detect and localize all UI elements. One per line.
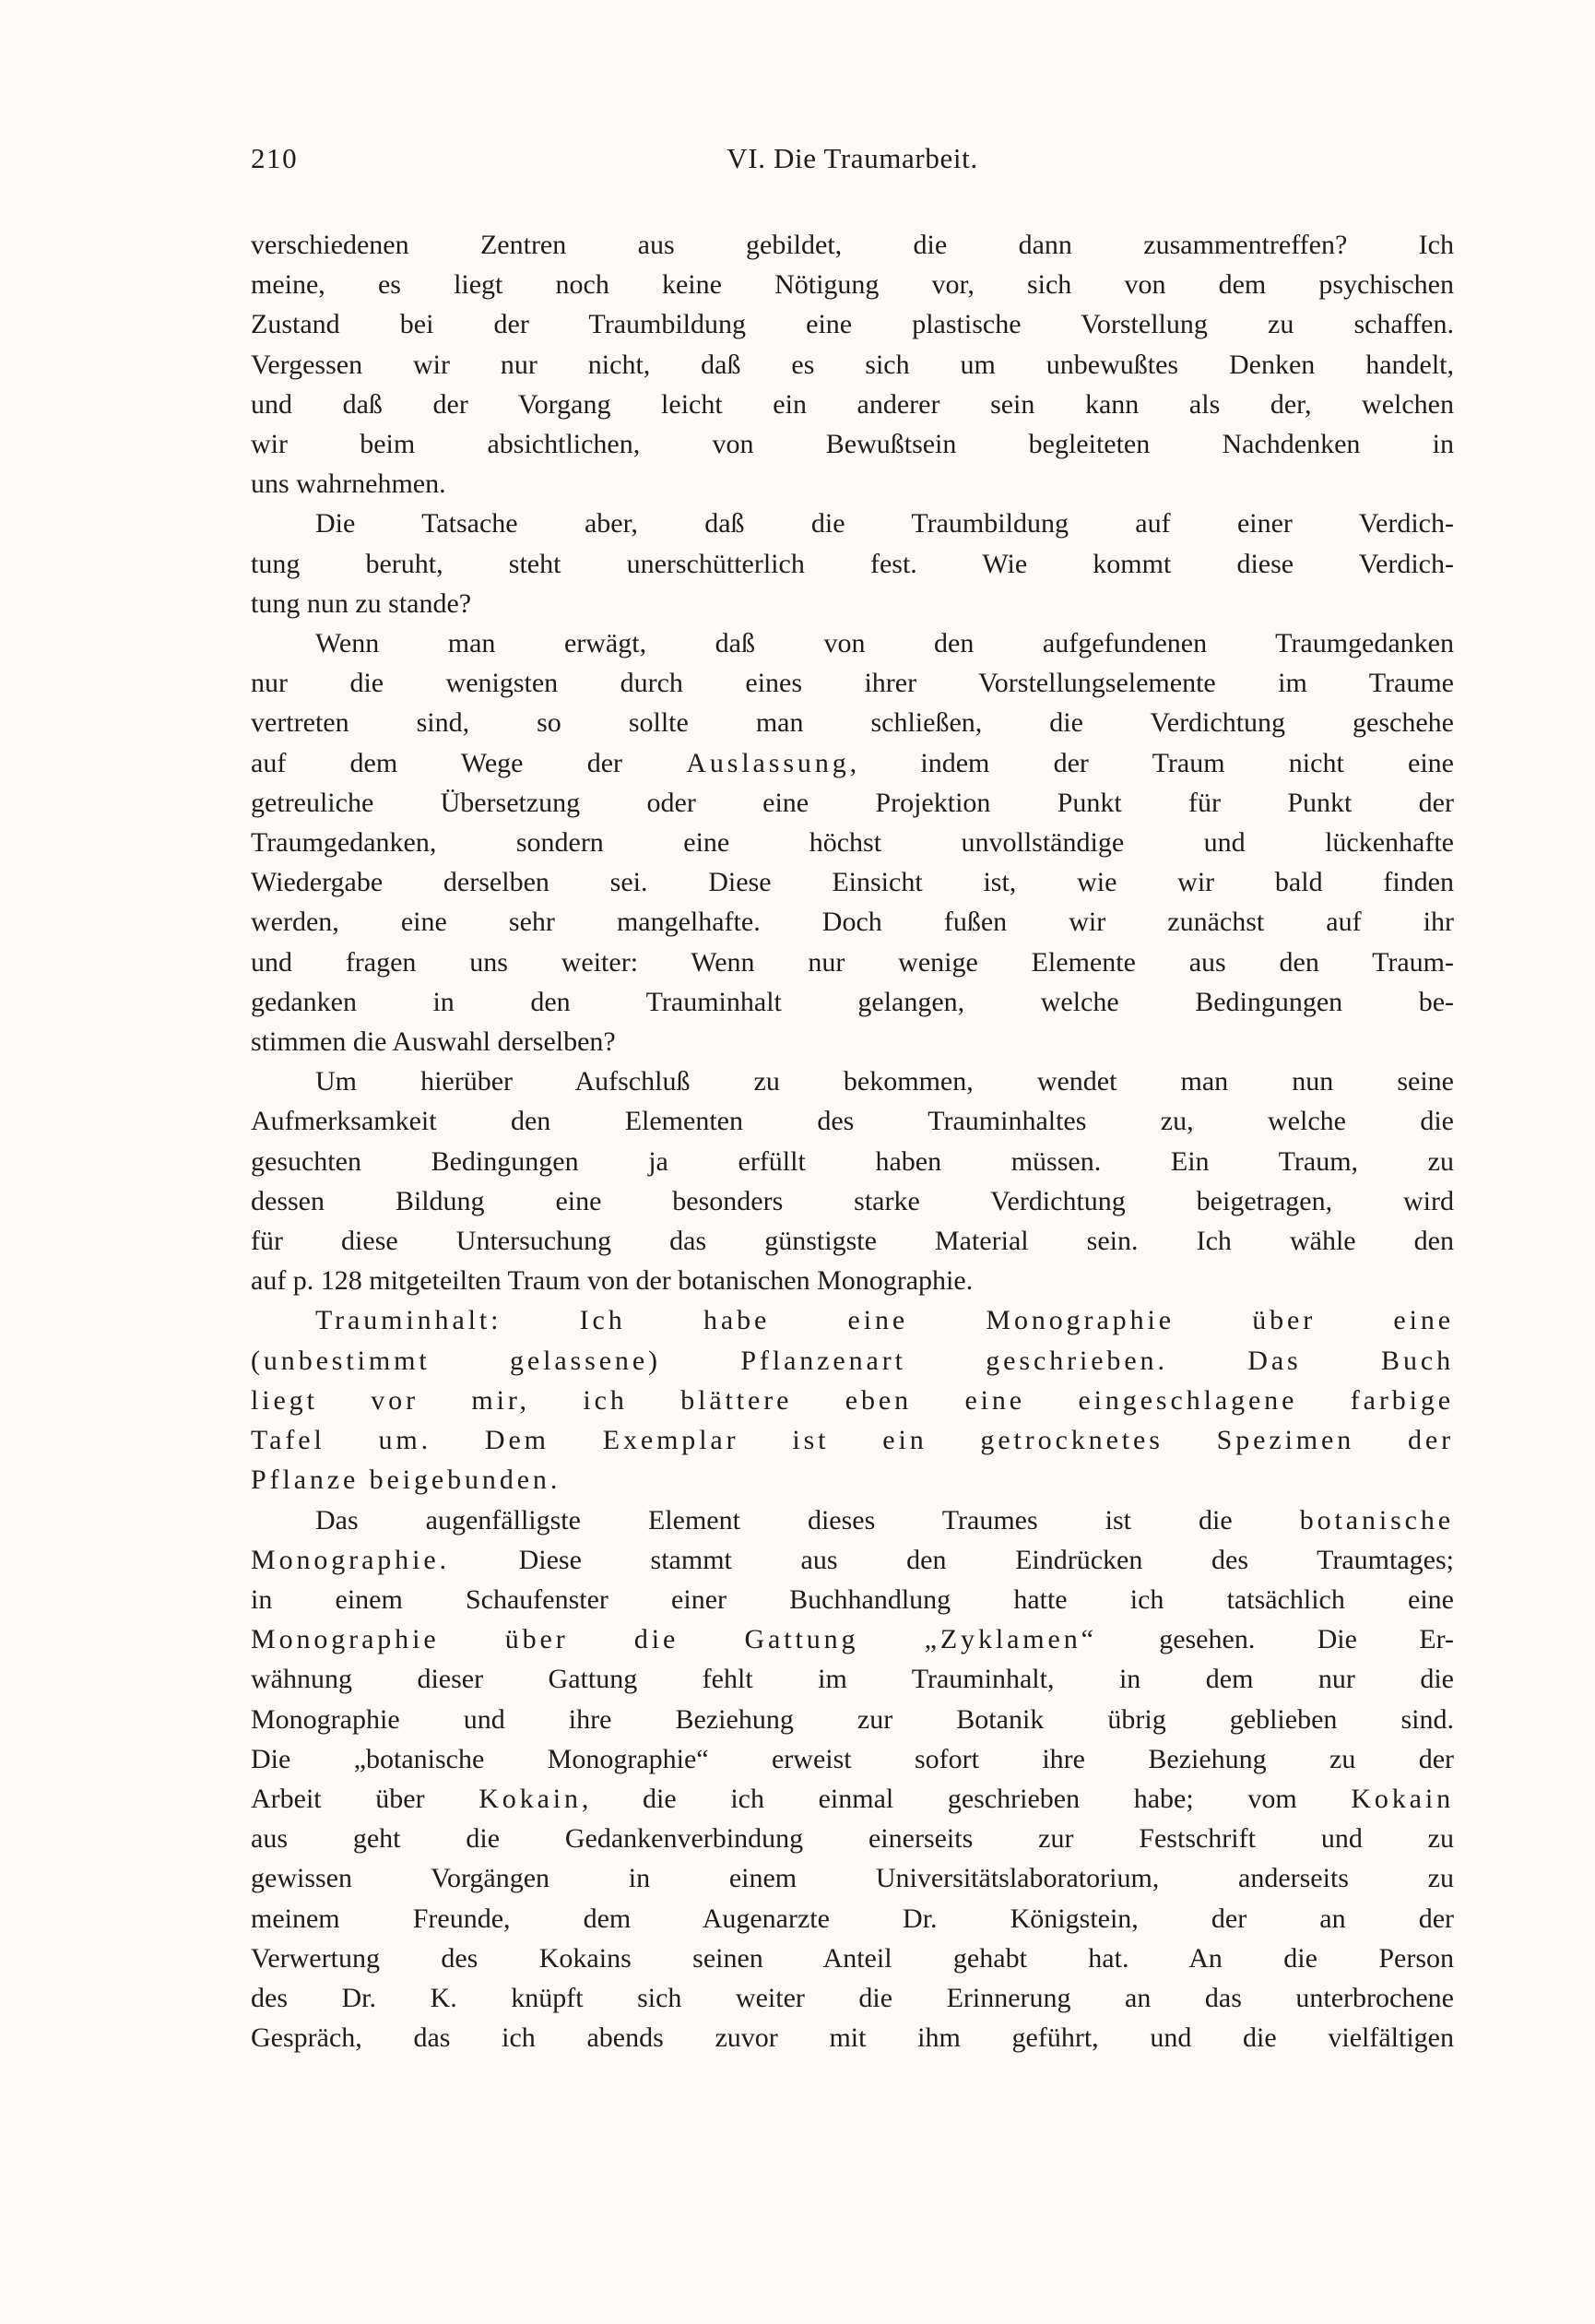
text-line [251, 385, 1454, 424]
text-line [251, 265, 1454, 304]
text-run: Wenn man erwägt, daß von den aufgefundenen Traumgedanken [315, 628, 1454, 659]
text-line [251, 823, 1454, 862]
paragraph [251, 623, 1454, 1061]
text-line [251, 1819, 1454, 1858]
text-line [251, 663, 1454, 703]
text-line [251, 783, 1454, 823]
letterspaced-emphasis-text: Trauminhalt: Ich habe eine Monographie über eine [315, 1305, 1454, 1336]
text-line [251, 1381, 1454, 1420]
text-line [251, 225, 1454, 265]
text-run: und daß der Vorgang leicht ein anderer sein kann als der, welchen [251, 388, 1454, 420]
text-line [251, 1619, 1454, 1659]
text-run: auf p. 128 mitgeteilten Traum von der botanischen Monographie. [251, 1265, 974, 1297]
letterspaced-emphasis-text: liegt vor mir, ich blättere eben eine eingeschlagene farbige [251, 1384, 1454, 1416]
text-line [251, 1939, 1454, 1978]
paragraph [251, 1061, 1454, 1300]
paragraph [251, 225, 1454, 504]
text-run: nur die wenigsten durch eines ihrer Vorstellungselemente im Traume [251, 668, 1454, 699]
text-run: Die „botanische Monographie“ erweist sofort ihre Beziehung zu der [251, 1743, 1454, 1774]
text-run: tung nun zu stande? [251, 587, 472, 619]
running-header [251, 138, 1454, 179]
text-run: des Dr. K. knüpft sich weiter die Erinnerung an das unterbrochene [251, 1982, 1454, 2013]
text-run: , die ich einmal geschrieben habe; vom [581, 1783, 1352, 1814]
text-line [251, 1540, 1454, 1580]
paragraph [251, 1300, 1454, 1500]
text-run: stimmen die Auswahl derselben? [251, 1026, 616, 1058]
text-line [251, 743, 1454, 783]
text-run: und fragen uns weiter: Wenn nur wenige Elemente aus den Traum- [251, 946, 1454, 978]
text-run: in einem Schaufenster einer Buchhandlung hatte ich tatsächlich eine [251, 1583, 1454, 1615]
text-run: Monographie und ihre Beziehung zur Botanik übrig geblieben sind. [251, 1703, 1454, 1735]
text-run: Die Tatsache aber, daß die Traumbildung auf einer Verdich- [315, 508, 1454, 540]
text-line [251, 1181, 1454, 1221]
text-line [251, 1221, 1454, 1261]
text-run: für diese Untersuchung das günstigste Material sein. Ich wähle den [251, 1226, 1454, 1257]
text-line [251, 1580, 1454, 1619]
text-line [251, 1061, 1454, 1101]
text-run: Verwertung des Kokains seinen Anteil gehabt hat. An die Person [251, 1942, 1454, 1974]
text-line [251, 584, 1454, 623]
text-run: Diese stammt aus den Eindrücken des Traumtages; [449, 1544, 1454, 1575]
text-line [251, 623, 1454, 663]
text-line [251, 902, 1454, 942]
letterspaced-emphasis-text: Monographie. [251, 1544, 450, 1575]
text-line [251, 1101, 1454, 1141]
letterspaced-emphasis-text: Auslassung [686, 747, 850, 778]
text-line [251, 504, 1454, 543]
text-run: meinem Freunde, dem Augenarzte Dr. Königstein, der an der [251, 1903, 1454, 1934]
text-line [251, 1142, 1454, 1181]
text-line [251, 862, 1454, 902]
text-line [251, 304, 1454, 344]
text-run: vertreten sind, so sollte man schließen, die Verdichtung geschehe [251, 707, 1454, 739]
letterspaced-emphasis-text: Kokain [478, 1783, 582, 1814]
text-run: dessen Bildung eine besonders starke Verdichtung beigetragen, wird [251, 1185, 1454, 1216]
text-line [251, 1659, 1454, 1699]
text-line [251, 544, 1454, 584]
text-line [251, 345, 1454, 385]
text-line [251, 464, 1454, 504]
letterspaced-emphasis-text: (unbestimmt gelassene) Pflanzenart geschrieben. Das Buch [251, 1345, 1454, 1376]
text-line [251, 1779, 1454, 1819]
page-text [251, 225, 1454, 2057]
text-run: Das augenfälligste Element dieses Traumes ist die [315, 1504, 1300, 1536]
text-run: verschiedenen Zentren aus gebildet, die dann zusammentreffen? Ich [251, 230, 1454, 260]
text-run: meine, es liegt noch keine Nötigung vor, sich von dem psychischen [251, 269, 1454, 301]
text-line [251, 943, 1454, 982]
paragraph [251, 504, 1454, 623]
text-run: gesuchten Bedingungen ja erfüllt haben müssen. Ein Traum, zu [251, 1145, 1454, 1177]
page-number: 210 [251, 142, 299, 174]
text-line [251, 982, 1454, 1022]
text-run: Wiedergabe derselben sei. Diese Einsicht ist, wie wir bald finden [251, 867, 1454, 898]
text-line [251, 424, 1454, 464]
text-line [251, 1341, 1454, 1381]
text-line [251, 1022, 1454, 1061]
letterspaced-emphasis-text: Monographie über die Gattung „Zyklamen“ [251, 1624, 1097, 1655]
text-line [251, 1899, 1454, 1939]
letterspaced-emphasis-text: Tafel um. Dem Exemplar ist ein getrocknetes Spezimen der [251, 1425, 1454, 1456]
text-line [251, 1500, 1454, 1540]
text-run: getreuliche Übersetzung oder eine Projektion Punkt für Punkt der [251, 787, 1454, 818]
text-run: werden, eine sehr mangelhafte. Doch fußen wir zunächst auf ihr [251, 907, 1454, 938]
text-line [251, 1420, 1454, 1460]
text-line [251, 1739, 1454, 1779]
text-run: aus geht die Gedankenverbindung einerseits zur Festschrift und zu [251, 1823, 1454, 1855]
paragraph [251, 1500, 1454, 2058]
text-run: Zustand bei der Traumbildung eine plastische Vorstellung zu schaffen. [251, 309, 1454, 340]
text-run: gewissen Vorgängen in einem Universitätslaboratorium, anderseits zu [251, 1863, 1454, 1894]
text-line [251, 2018, 1454, 2057]
text-run: wähnung dieser Gattung fehlt im Trauminhalt, in dem nur die [251, 1664, 1454, 1695]
text-line [251, 1978, 1454, 2018]
text-run: uns wahrnehmen. [251, 468, 446, 500]
text-run: Vergessen wir nur nicht, daß es sich um unbewußtes Denken handelt, [251, 349, 1454, 380]
text-run: Gespräch, das ich abends zuvor mit ihm geführt, und die vielfältigen [251, 2022, 1454, 2054]
text-run: Traumgedanken, sondern eine höchst unvollständige und lückenhafte [251, 827, 1454, 859]
text-run: Um hierüber Aufschluß zu bekommen, wendet man nun seine [315, 1066, 1454, 1097]
text-run: Aufmerksamkeit den Elementen des Trauminhaltes zu, welche die [251, 1106, 1454, 1137]
text-run: gedanken in den Trauminhalt gelangen, welche Bedingungen be- [251, 986, 1454, 1017]
text-line [251, 1858, 1454, 1898]
text-run: gesehen. Die Er- [1096, 1624, 1454, 1655]
text-run: Arbeit über [251, 1783, 479, 1814]
text-line [251, 703, 1454, 742]
text-line [251, 1460, 1454, 1500]
text-run: tung beruht, steht unerschütterlich fest. Wie kommt diese Verdich- [251, 548, 1454, 579]
text-run: wir beim absichtlichen, von Bewußtsein begleiteten Nachdenken in [251, 429, 1454, 460]
text-run: auf dem Wege der [251, 747, 687, 778]
text-line [251, 1300, 1454, 1340]
text-line [251, 1261, 1454, 1300]
text-line [251, 1700, 1454, 1739]
letterspaced-emphasis-text: Pflanze beigebunden. [251, 1464, 561, 1496]
chapter-title: VI. Die Traumarbeit. [727, 142, 978, 174]
text-run: , indem der Traum nicht eine [849, 747, 1454, 778]
letterspaced-emphasis-text: botanische [1299, 1504, 1454, 1536]
letterspaced-emphasis-text: Kokain [1351, 1783, 1455, 1814]
